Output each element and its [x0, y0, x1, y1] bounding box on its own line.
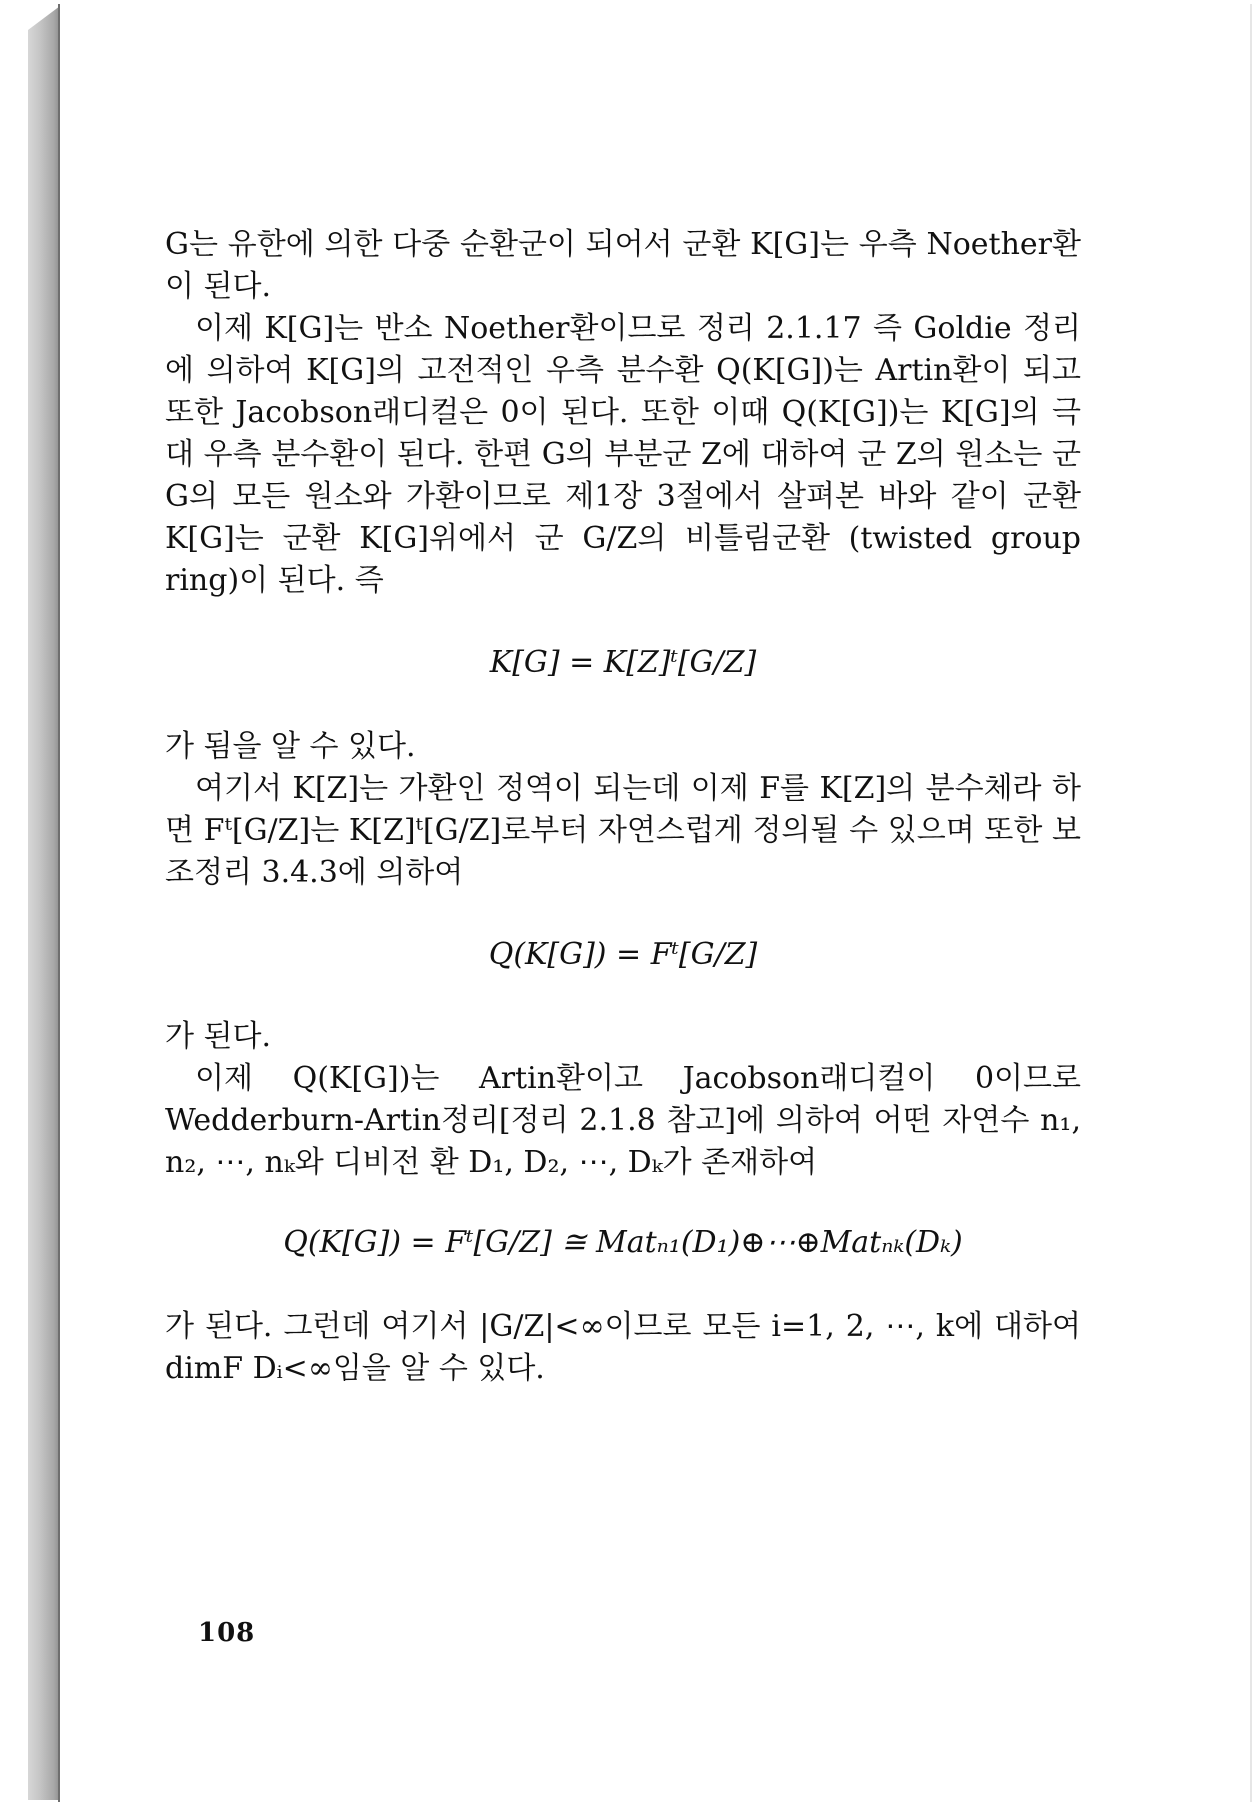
paragraph-2: 이제 K[G]는 반소 Noether환이므로 정리 2.1.17 즉 Goldie 정리에 의하여 K[G]의 고전적인 우측 분수환 Q(K[G])는 Artin환이 되고 또한 Jacobson래디컬은 0이 된다. 또한 이때 Q(K[G])는 K[G]의 극대 우측 분수환이 된다. 한편 G의 부분군 Z에 대하여 군 Z의 원소는 군 G의 모든 원소와 가환이므로 제1장 3절에서 살펴본 바와 같이 군환 K[G]는 군환 K[G]위에서 군 G/Z의 비틀림군환 (twisted group ring)이 된다. 즉 — [165, 311, 1081, 598]
paragraph-1: G는 유한에 의한 다중 순환군이 되어서 군환 K[G]는 우측 Noether환이 된다. — [165, 227, 1081, 304]
page-body — [165, 224, 1081, 1390]
paragraph-3: 가 됨을 알 수 있다. — [165, 729, 416, 764]
page-number: 108 — [198, 1618, 256, 1648]
paragraph-6: 이제 Q(K[G])는 Artin환이고 Jacobson래디컬이 0이므로 Wedderburn-Artin정리[정리 2.1.8 참고]에 의하여 어떤 자연수 n₁, n₂, ⋯, nₖ와 디비전 환 D₁, D₂, ⋯, Dₖ가 존재하여 — [165, 1061, 1081, 1180]
paragraph-5: 가 된다. — [165, 1019, 272, 1054]
formula-twisted-group-ring: K[G] = K[Z]ᵗ[G/Z] — [489, 645, 757, 680]
paragraph-4: 여기서 K[Z]는 가환인 정역이 되는데 이제 F를 K[Z]의 분수체라 하면 Fᵗ[G/Z]는 K[Z]ᵗ[G/Z]로부터 자연스럽게 정의될 수 있으며 또한 보조정리 3.4.3에 의하여 — [165, 771, 1081, 890]
paragraph-7: 가 된다. 그런데 여기서 |G/Z|<∞이므로 모든 i=1, 2, ⋯, k에 대하여 dimF Dᵢ<∞임을 알 수 있다. — [165, 1309, 1081, 1386]
formula-quotient-ring: Q(K[G]) = Fᵗ[G/Z] — [488, 937, 758, 972]
book-spine — [28, 6, 60, 1800]
formula-wedderburn-decomposition: Q(K[G]) = Fᵗ[G/Z] ≅ Matₙ₁(D₁)⊕⋯⊕Matₙₖ(Dₖ) — [283, 1225, 963, 1260]
